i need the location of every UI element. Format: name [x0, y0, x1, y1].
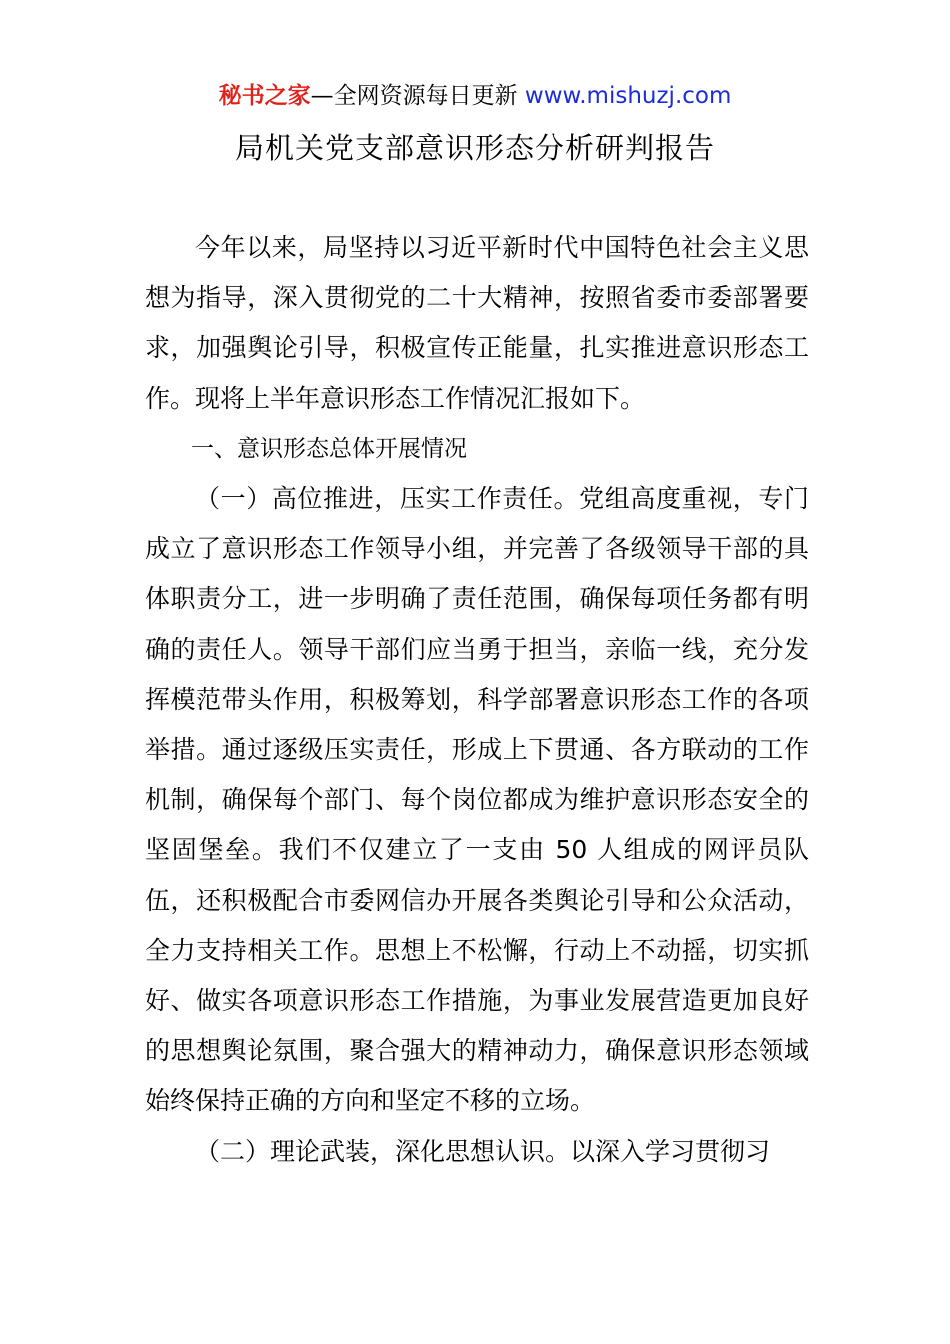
- document-title: 局机关党支部意识形态分析研判报告: [234, 131, 715, 165]
- section-heading-1: 一、意识形态总体开展情况: [191, 435, 467, 462]
- subsection-paragraph-1: （一）高位推进，压实工作责任。党组高度重视，专门成立了意识形态工作领导小组，并完善了各级领导干部的具体职责分工，进一步明确了责任范围，确保每项任务都有明确的责任人。领导干部们应当勇于担当，亲临一线，充分发挥模范带头作用，积极筹划，科学部署意识形态工作的各项举措。通过逐级压实责任，形成上下贯通、各方联动的工作机制，确保每个部门、每个岗位都成为维护意识形态安全的坚固堡垒。我们不仅建立了一支由 50 人组成的网评员队伍，还积极配合市委网信办开展各类舆论引导和公众活动，全力支持相关工作。思想上不松懈，行动上不动摇，切实抓好、做实各项意识形态工作措施，为事业发展营造更加良好的思想舆论氛围，聚合强大的精神动力，确保意识形态领域始终保持正确的方向和坚定不移的立场。: [145, 484, 809, 1116]
- site-url-link[interactable]: www.mishuzj.com: [524, 83, 732, 109]
- subsection-paragraph-2: （二）理论武装，深化思想认识。以深入学习贯彻习: [195, 1136, 771, 1166]
- header-tagline: —全网资源每日更新: [310, 83, 518, 109]
- document-body: [145, 223, 809, 1177]
- header-banner: [0, 80, 950, 112]
- brand-name: 秘书之家: [218, 83, 311, 109]
- intro-paragraph: 今年以来，局坚持以习近平新时代中国特色社会主义思想为指导，深入贯彻党的二十大精神，按照省委市委部署要求，加强舆论引导，积极宣传正能量，扎实推进意识形态工作。现将上半年意识形态工作情况汇报如下。: [145, 233, 809, 413]
